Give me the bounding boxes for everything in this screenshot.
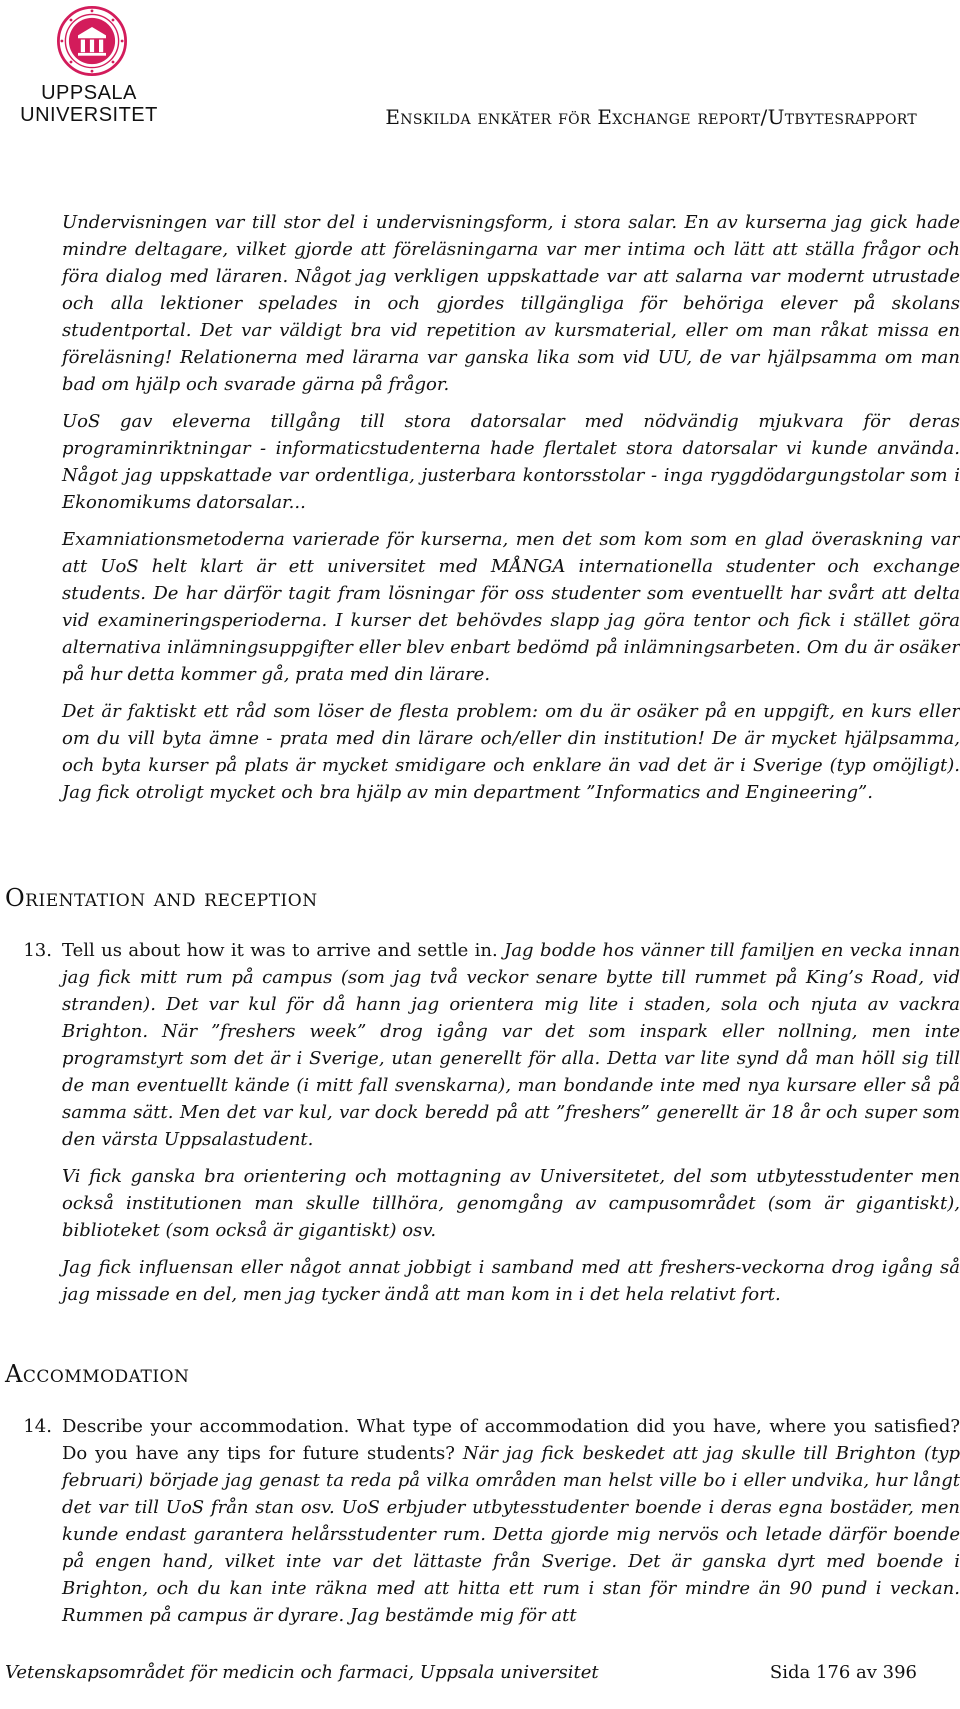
answer-text: Jag bodde hos vänner till familjen en vecka innan jag fick mitt rum på campus (som jag två veckor senare bytte till rummet på King’s Road, vid stranden). Det var kul för då hann jag orientera mig lite i staden, sola och njuta av vackra Brighton. När ”freshers week” drog igång var det som inspark eller nollning, men inte programstyrt som det är i Sverige, utan generellt för alla. Detta var lite synd då man höll sig till de man eventuellt kände (i mitt fall svenskarna), man bondande inte med nya kursare eller så på samma sätt. Men det var kul, var dock beredd på att ”freshers” generellt är 18 år och super som den värsta Uppsalastudent. [62,940,960,1150]
section-heading-accommodation: Accommodation [5,1360,190,1388]
question-text: Tell us about how it was to arrive and settle in. [62,940,498,961]
university-name [4,82,174,126]
document-title: Enskilda enkäter för Exchange report/Utbytesrapport [385,105,917,129]
answer-paragraph: Vi fick ganska bra orientering och mottagning av Universitetet, del som utbytesstudenter men också institutionen man skulle tillhöra, genomgång av campusområdet (som är gigantiskt), biblioteket (som också är gigantiskt) osv. [62,1166,960,1241]
footer-page-number: Sida 176 av 396 [769,1662,917,1683]
answer-paragraph [62,937,960,1153]
section-heading-orientation: Orientation and reception [5,884,318,912]
intro-paragraph: Examniationsmetoderna varierade för kurserna, men det som kom som en glad överaskning var att UoS helt klart är ett universitet med MÅNGA internationella studenter och exchange students. De har därför tagit fram lösningar för oss studenter som eventuellt har svårt att delta vid examineringsperioderna. I kurser det behövdes slapp jag göra tentor och fick i stället göra alternativa inlämningsuppgifter eller blev enbart bedömd på inlämningsarbeten. Om du är osäker på hur detta kommer gå, prata med din lärare. [62,529,960,685]
answer-paragraph [62,1413,960,1629]
question-text: Describe your accommodation. What type of accommodation did you have, where you satisfied? Do you have any tips for future students? [62,1416,960,1464]
intro-text [62,209,960,816]
footer-institution: Vetenskapsområdet för medicin och farmaci, Uppsala universitet [5,1662,599,1683]
page-header [0,0,960,140]
question-number: 14. [23,1416,52,1437]
page-footer [5,1662,955,1683]
question-content [62,1413,960,1629]
intro-paragraph: Undervisningen var till stor del i undervisningsform, i stora salar. En av kurserna jag gick hade mindre deltagare, vilket gjorde att föreläsningarna var mer intima och lätt att ställa frågor och föra dialog med läraren. Något jag verkligen uppskattade var att salarna var modernt utrustade och alla lektioner spelades in och gjordes tillgängliga för behöriga elever på skolans studentportal. Det var väldigt bra vid repetition av kursmaterial, eller om man råkat missa en föreläsning! Relationerna med lärarna var ganska lika som vid UU, de var hjälpsamma om man bad om hjälp och svarade gärna på frågor. [62,212,960,395]
university-seal-logo [57,6,127,76]
answer-text: När jag fick beskedet att jag skulle till Brighton (typ februari) började jag genast ta reda på vilka områden man helst ville bo i eller undvika, hur långt det var till UoS från stan osv. UoS erbjuder utbytesstudenter boende i deras egna bostäder, men kunde endast garantera helårsstudenter rum. Detta gjorde mig nervös och letade därför boende på engen hand, vilket inte var det lättaste från Sverige. Det är ganska dyrt med boende i Brighton, och du kan inte räkna med att hitta ett rum i stan för mindre än 90 pund i veckan. Rummen på campus är dyrare. Jag bestämde mig för att [62,1443,960,1626]
question-14 [20,1413,960,1639]
logo-line-universitet: UNIVERSITET [20,104,158,126]
question-content [62,937,960,1308]
question-13 [20,937,960,1318]
logo-line-uppsala: UPPSALA [41,82,137,104]
answer-paragraph: Jag fick influensan eller något annat jobbigt i samband med att freshers-veckorna drog igång så jag missade en del, men jag tycker ändå att man kom in i det hela relativt fort. [62,1257,960,1305]
question-number: 13. [23,940,52,961]
intro-paragraph: UoS gav eleverna tillgång till stora datorsalar med nödvändig mjukvara för deras programinriktningar - informaticstudenterna hade flertalet stora datorsalar vi kunde använda. Något jag uppskattade var ordentliga, justerbara kontorsstolar - inga ryggdödargungstolar som i Ekonomikums datorsalar... [62,411,960,513]
intro-paragraph: Det är faktiskt ett råd som löser de flesta problem: om du är osäker på en uppgift, en kurs eller om du vill byta ämne - prata med din lärare och/eller din institution! De är mycket hjälpsamma, och byta kurser på plats är mycket smidigare och enklare än vad det är i Sverige (typ omöjligt). Jag fick otroligt mycket och bra hjälp av min department ”Informatics and Engineering”. [62,701,960,803]
